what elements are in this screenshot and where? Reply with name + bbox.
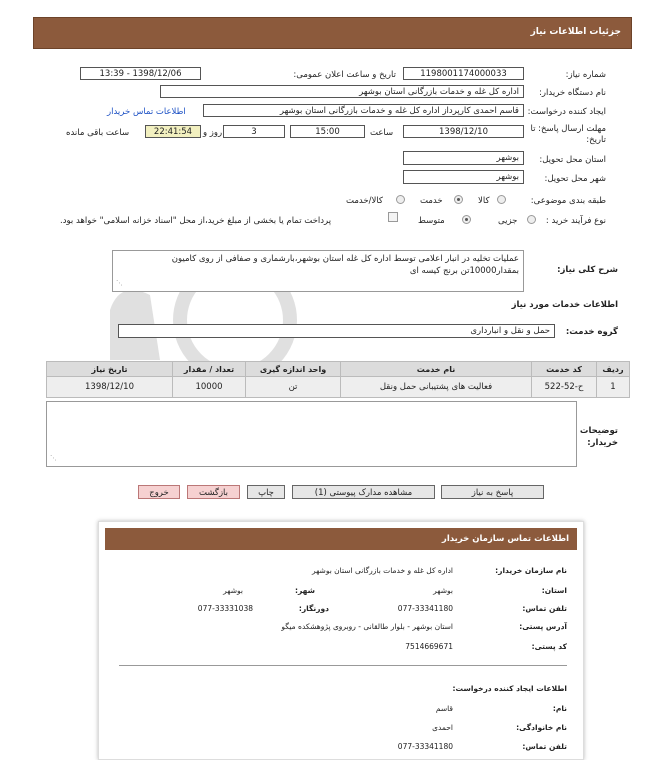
fax-label: دورنگار: bbox=[298, 604, 329, 613]
family-label: نام خانوادگی: bbox=[516, 723, 567, 732]
col-unit: واحد اندازه گیری bbox=[246, 362, 341, 377]
attachments-button[interactable]: مشاهده مدارک پیوستی (1) bbox=[292, 485, 435, 499]
phone-label: تلفن تماس: bbox=[522, 604, 567, 613]
category-label: طبقه بندی موضوعی: bbox=[530, 196, 606, 206]
fax-value: 077-33331038 bbox=[197, 604, 253, 613]
province-field: بوشهر bbox=[403, 151, 524, 165]
services-table bbox=[46, 361, 630, 398]
buyer-notes-textarea bbox=[46, 401, 577, 467]
col-code: کد خدمت bbox=[532, 362, 597, 377]
contact-card-header bbox=[105, 528, 577, 550]
days-label: روز و bbox=[203, 128, 223, 138]
remaining-time-field: 22:41:54 bbox=[145, 125, 201, 138]
purchase-option-medium: متوسط bbox=[418, 216, 445, 226]
requester-phone-value: 077-33341180 bbox=[397, 742, 453, 751]
province-label: استان: bbox=[541, 586, 567, 595]
buyer-org-field: اداره کل غله و خدمات بازرگانی استان بوشهر bbox=[160, 85, 524, 98]
back-button[interactable]: بازگشت bbox=[187, 485, 240, 499]
cell-date: 1398/12/10 bbox=[47, 377, 173, 398]
announce-label: تاریخ و ساعت اعلان عمومی: bbox=[293, 70, 396, 80]
address-label: آدرس پستی: bbox=[519, 622, 567, 631]
buyer-org-label: نام دستگاه خریدار: bbox=[539, 88, 606, 98]
category-option-both: کالا/خدمت bbox=[346, 196, 383, 206]
family-value: احمدی bbox=[432, 723, 453, 732]
page-title: جزئیات اطلاعات نیاز bbox=[530, 27, 621, 37]
description-text: عملیات تخلیه در انبار اعلامی توسط اداره کل غله استان بوشهر،بارشماری و صفافی از روی کامیون بمقدار10000تن برنج کیسه ای bbox=[171, 254, 519, 276]
services-section-title: اطلاعات خدمات مورد نیاز bbox=[511, 300, 618, 310]
org-value: اداره کل غله و خدمات بازرگانی استان بوشهر bbox=[311, 566, 453, 575]
cell-row: 1 bbox=[597, 377, 630, 398]
divider bbox=[119, 665, 567, 666]
category-option-service: خدمت bbox=[420, 196, 443, 206]
province-label: استان محل تحویل: bbox=[539, 155, 606, 165]
city-field: بوشهر bbox=[403, 170, 524, 184]
col-date: تاریخ نیاز bbox=[47, 362, 173, 377]
address-value: استان بوشهر - بلوار طالقانی - روبروی پژوهشکده میگو bbox=[281, 622, 453, 631]
city-label: شهر محل تحویل: bbox=[544, 174, 606, 184]
city-value: بوشهر bbox=[223, 586, 243, 595]
need-number-field: 1198001174000033 bbox=[403, 67, 524, 80]
service-group-field: حمل و نقل و انبارداری bbox=[118, 324, 555, 338]
name-value: قاسم bbox=[435, 704, 453, 713]
cell-unit: تن bbox=[246, 377, 341, 398]
table-row bbox=[47, 377, 630, 398]
reply-button[interactable]: پاسخ به نیاز bbox=[441, 485, 544, 499]
description-label: شرح کلی نیاز: bbox=[557, 265, 618, 275]
cell-quantity: 10000 bbox=[173, 377, 246, 398]
table-header-row bbox=[47, 362, 630, 377]
purchase-radio-medium[interactable] bbox=[462, 215, 471, 224]
name-label: نام: bbox=[552, 704, 567, 713]
requester-phone-label: تلفن تماس: bbox=[522, 742, 567, 751]
col-row: ردیف bbox=[597, 362, 630, 377]
category-option-goods: کالا bbox=[478, 196, 490, 206]
creator-field: قاسم احمدی کارپرداز اداره کل غله و خدمات بازرگانی استان بوشهر bbox=[203, 104, 524, 117]
purchase-type-label: نوع فرآیند خرید : bbox=[545, 216, 606, 226]
category-radio-both[interactable] bbox=[396, 195, 405, 204]
deadline-label: مهلت ارسال پاسخ: تا تاریخ: bbox=[530, 124, 606, 145]
treasury-checkbox[interactable] bbox=[388, 212, 398, 222]
cell-name: فعالیت های پشتیبانی حمل ونقل bbox=[341, 377, 532, 398]
cell-code: ح-52-522 bbox=[532, 377, 597, 398]
page-header bbox=[33, 17, 632, 49]
contact-card bbox=[98, 521, 584, 760]
col-name: نام خدمت bbox=[341, 362, 532, 377]
purchase-radio-minor[interactable] bbox=[527, 215, 536, 224]
province-value: بوشهر bbox=[433, 586, 453, 595]
resize-grip-icon[interactable]: ⋰ bbox=[50, 454, 57, 462]
deadline-date-field: 1398/12/10 bbox=[403, 125, 524, 138]
print-button[interactable]: چاپ bbox=[247, 485, 285, 499]
treasury-note: پرداخت تمام یا بخشی از مبلغ خرید،از محل "اسناد خزانه اسلامی" خواهد بود. bbox=[60, 216, 332, 226]
col-quantity: تعداد / مقدار bbox=[173, 362, 246, 377]
creator-label: ایجاد کننده درخواست: bbox=[527, 107, 606, 117]
postal-label: کد پستی: bbox=[531, 642, 567, 651]
phone-value: 077-33341180 bbox=[397, 604, 453, 613]
exit-button[interactable]: خروج bbox=[138, 485, 180, 499]
contact-card-title: اطلاعات تماس سازمان خریدار bbox=[441, 534, 569, 544]
buyer-contact-link[interactable]: اطلاعات تماس خریدار bbox=[107, 107, 186, 117]
category-radio-goods[interactable] bbox=[497, 195, 506, 204]
postal-value: 7514669671 bbox=[405, 642, 453, 651]
city-label: شهر: bbox=[295, 586, 315, 595]
resize-grip-icon[interactable]: ⋰ bbox=[116, 279, 123, 287]
announce-field: 1398/12/06 - 13:39 bbox=[80, 67, 201, 80]
category-radio-service[interactable] bbox=[454, 195, 463, 204]
requester-title: اطلاعات ایجاد کننده درخواست: bbox=[452, 684, 567, 693]
deadline-time-label: ساعت bbox=[370, 128, 394, 138]
purchase-option-minor: جزیی bbox=[498, 216, 518, 226]
buyer-notes-label: توضیحات خریدار: bbox=[579, 426, 618, 448]
remaining-days-field: 3 bbox=[223, 125, 285, 138]
description-textarea bbox=[112, 250, 524, 292]
remaining-label: ساعت باقی مانده bbox=[66, 128, 130, 138]
need-number-label: شماره نیاز: bbox=[565, 70, 606, 80]
org-label: نام سازمان خریدار: bbox=[495, 566, 567, 575]
deadline-time-field: 15:00 bbox=[290, 125, 365, 138]
service-group-label: گروه خدمت: bbox=[565, 327, 618, 337]
